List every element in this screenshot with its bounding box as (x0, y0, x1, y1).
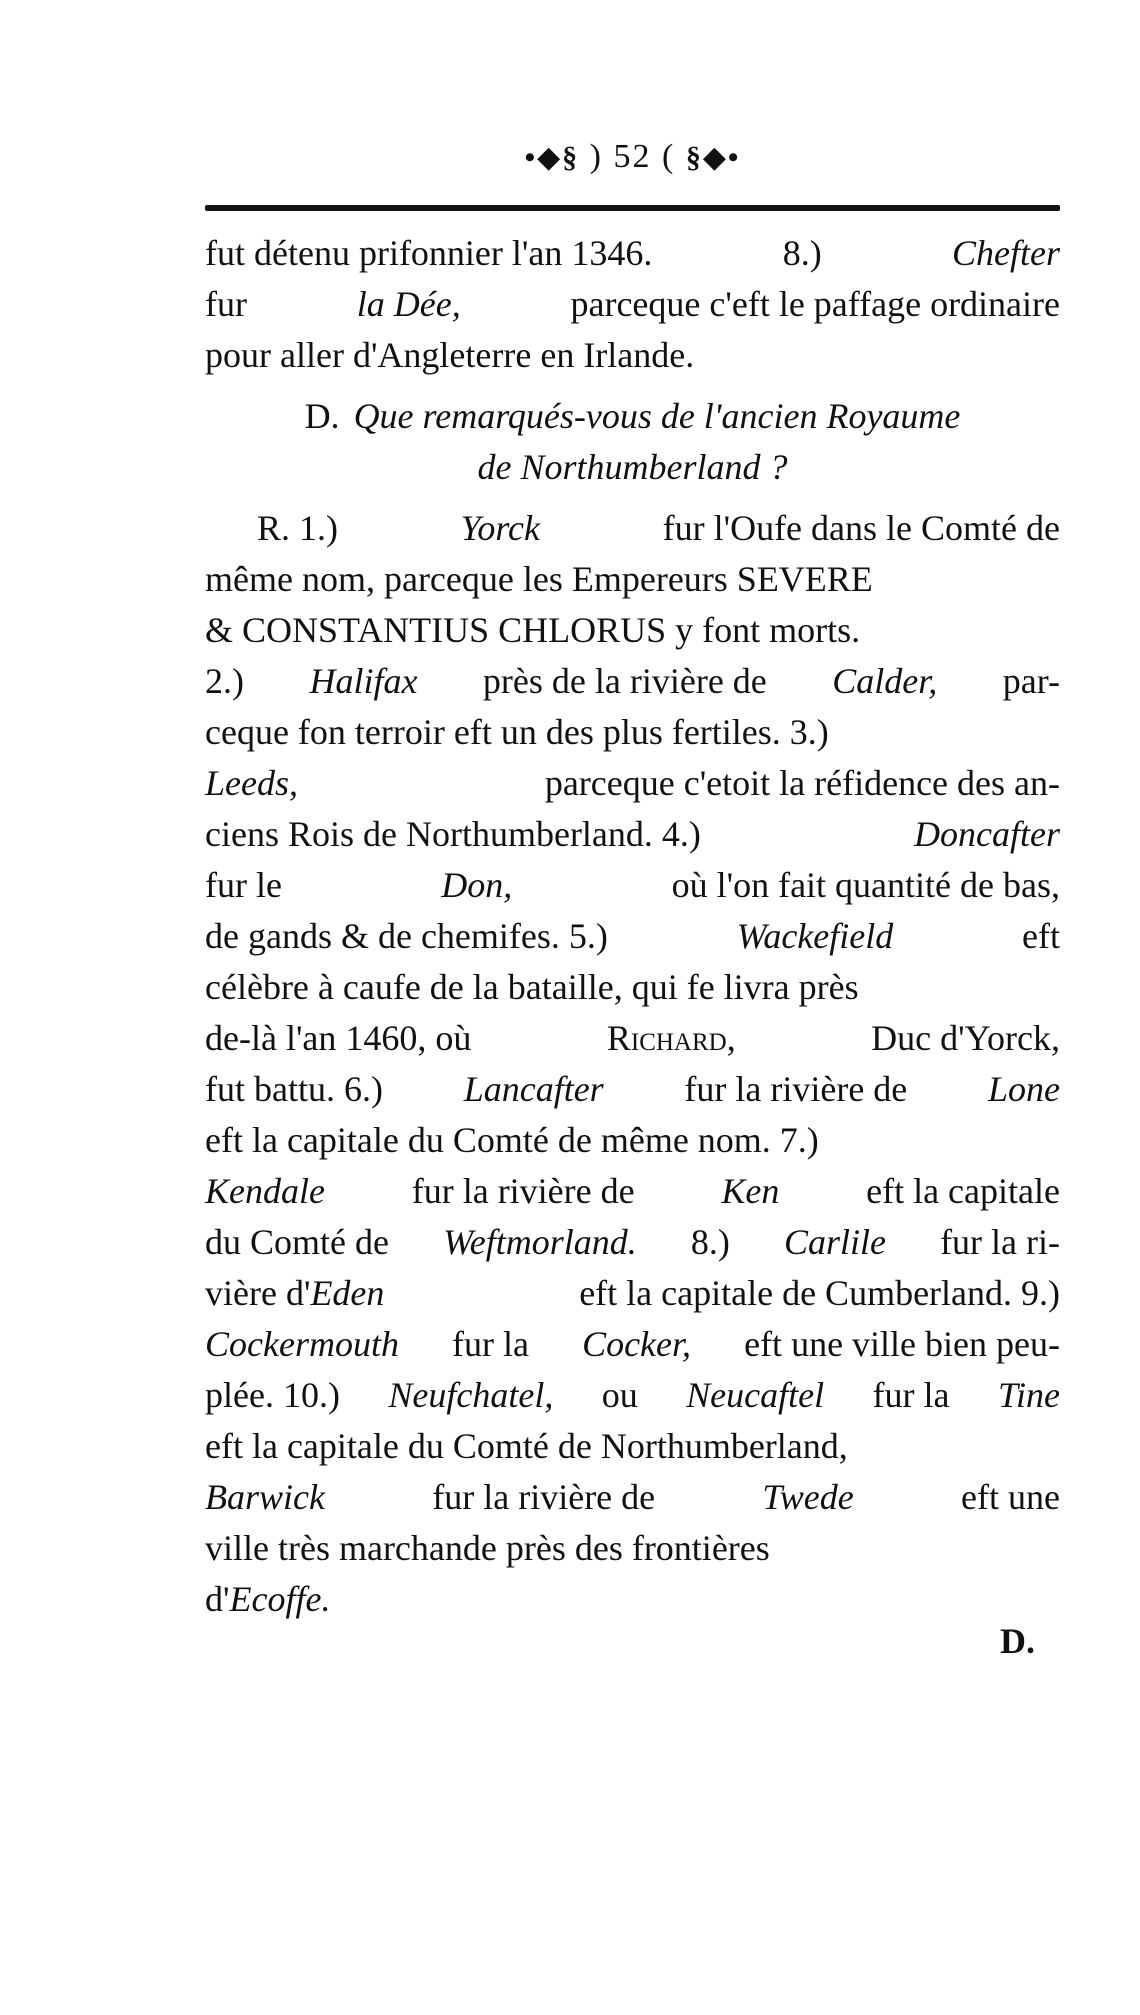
place-name: Halifax (309, 661, 418, 701)
header-rule (205, 205, 1060, 211)
text-segment: plée. 10.) (205, 1375, 340, 1415)
text-segment: eft la capitale (866, 1171, 1060, 1211)
text-line (205, 1319, 1060, 1370)
place-name: Chefter (952, 233, 1060, 273)
text-line (205, 962, 1060, 1013)
text-line (205, 330, 1060, 381)
place-name: Barwick (205, 1477, 325, 1517)
text-line (205, 1472, 1060, 1523)
text-segment: même nom, parceque les Empereurs SEVERE (205, 559, 873, 599)
text-group (205, 1268, 384, 1319)
text-segment: fur la ri- (940, 1222, 1060, 1262)
text-line (205, 758, 1060, 809)
text-line (205, 1064, 1060, 1115)
place-name: Doncafter (914, 814, 1060, 854)
catchword: D. (1000, 1621, 1035, 1661)
text-segment: fur la rivière de (411, 1171, 635, 1211)
text-segment: fur l'Oufe dans le Comté de (662, 508, 1060, 548)
place-name: Neufchatel, (388, 1375, 554, 1415)
text-segment: eft (1022, 916, 1060, 956)
text-segment: fur la rivière de (684, 1069, 908, 1109)
page-body (205, 228, 1060, 1625)
place-name: Cockermouth (205, 1324, 399, 1364)
page-header (205, 138, 1060, 176)
question-text: de Northumberland ? (477, 447, 788, 487)
place-name: Lone (988, 1069, 1060, 1109)
text-segment: fut battu. 6.) (205, 1069, 383, 1109)
text-line (205, 605, 1060, 656)
page-number: ) 52 ( (589, 138, 676, 175)
text-line (205, 503, 1060, 554)
text-segment: de gands & de chemifes. 5.) (205, 916, 608, 956)
text-segment: eft une (961, 1477, 1060, 1517)
text-line (205, 809, 1060, 860)
text-segment: fur la (452, 1324, 529, 1364)
place-name: Calder, (832, 661, 938, 701)
place-name: Eden (310, 1273, 385, 1313)
text-segment: par- (1002, 661, 1060, 701)
text-segment: où l'on fait quantité de bas, (671, 865, 1060, 905)
place-name: Yorck (460, 508, 540, 548)
place-name: Tine (997, 1375, 1060, 1415)
text-line (205, 656, 1060, 707)
place-name: Ecoffe. (229, 1579, 331, 1619)
place-name: Leeds, (205, 763, 298, 803)
question-marker: D. (304, 396, 340, 436)
text-line (205, 1523, 1060, 1574)
text-segment: d' (205, 1579, 230, 1619)
text-line (205, 1115, 1060, 1166)
text-line (205, 1217, 1060, 1268)
text-line (205, 1370, 1060, 1421)
ornament-right: §◆• (685, 141, 741, 174)
text-line (205, 1574, 1060, 1625)
text-line (205, 228, 1060, 279)
text-segment: fur la rivière de (432, 1477, 656, 1517)
place-name: Cocker, (582, 1324, 692, 1364)
text-segment: fur le (205, 865, 282, 905)
text-segment: ciens Rois de Northumberland. 4.) (205, 814, 701, 854)
text-segment: près de la rivière de (482, 661, 767, 701)
text-segment: eft une ville bien peu- (744, 1324, 1060, 1364)
text-segment: eft la capitale du Comté de Northumberland, (205, 1426, 848, 1466)
text-segment: parceque c'etoit la réfidence des an- (544, 763, 1060, 803)
text-segment: fut détenu prifonnier l'an 1346. (205, 233, 653, 273)
place-name: Weftmorland. (443, 1222, 637, 1262)
text-line (205, 554, 1060, 605)
text-line (205, 911, 1060, 962)
text-segment: vière d' (205, 1273, 311, 1313)
text-segment: ceque fon terroir eft un des plus fertiles. 3.) (205, 712, 829, 752)
text-line (205, 1013, 1060, 1064)
text-segment: pour aller d'Angleterre en Irlande. (205, 335, 695, 375)
ornament-left: •◆§ (524, 141, 580, 174)
text-segment: de-là l'an 1460, où (205, 1018, 472, 1058)
place-name: Ken (721, 1171, 780, 1211)
text-segment: Duc d'Yorck, (871, 1018, 1060, 1058)
text-segment: ville très marchande près des frontières (205, 1528, 770, 1568)
text-segment: eft la capitale de Cumberland. 9.) (579, 1273, 1060, 1313)
text-segment: 2.) (205, 661, 244, 701)
text-segment: fur la (872, 1375, 950, 1415)
question-text: Que remarqués-vous de l'ancien Royaume (353, 396, 961, 436)
answer-marker: R. 1.) (257, 508, 338, 548)
place-name: Kendale (205, 1171, 325, 1211)
text-segment: parceque c'eft le paffage ordinaire (570, 284, 1060, 324)
place-name: Wackefield (736, 916, 894, 956)
text-segment: ou (601, 1375, 638, 1415)
text-line (205, 1421, 1060, 1472)
place-name: Twede (762, 1477, 854, 1517)
question-line (205, 391, 1060, 442)
question-line (205, 442, 1060, 493)
place-name: Neucaftel (686, 1375, 825, 1415)
text-segment: fur (205, 284, 247, 324)
text-segment: & CONSTANTIUS CHLORUS y font morts. (205, 610, 861, 650)
text-segment: du Comté de (205, 1222, 389, 1262)
text-line (205, 279, 1060, 330)
place-name: Don, (441, 865, 513, 905)
text-segment: célèbre à caufe de la bataille, qui fe livra près (205, 967, 859, 1007)
text-line (205, 1166, 1060, 1217)
text-segment: 8.) (690, 1222, 730, 1262)
text-segment: eft la capitale du Comté de même nom. 7.) (205, 1120, 819, 1160)
person-name: Richard, (606, 1018, 736, 1058)
place-name: Lancafter (463, 1069, 604, 1109)
text-line (205, 860, 1060, 911)
text-line (205, 707, 1060, 758)
place-name: Carlile (783, 1222, 886, 1262)
text-segment: 8.) (782, 233, 822, 273)
text-line (205, 1268, 1060, 1319)
place-name: la Dée, (356, 284, 461, 324)
